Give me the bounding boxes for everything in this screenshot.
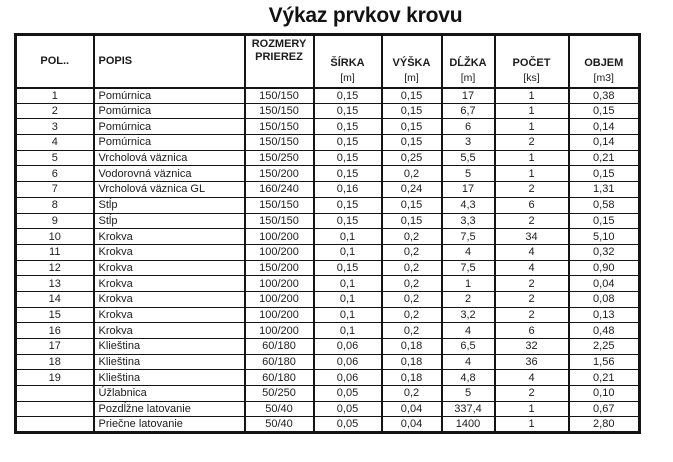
table-cell-pol: 19 [16, 370, 94, 386]
table-cell-vyska: 0,15 [382, 135, 442, 151]
column-header-prierez-line1: ROZMERY [251, 38, 307, 50]
header-cell-vyska [382, 35, 442, 88]
table-cell-popis: Stĺp [94, 213, 245, 229]
table-cell-dlzka: 5 [442, 386, 495, 402]
table-cell-prierez: 150/250 [245, 150, 314, 166]
table-cell-dlzka: 4,8 [442, 370, 495, 386]
table-cell-vyska: 0,15 [382, 103, 442, 119]
table-cell-pocet: 1 [495, 417, 569, 433]
table-cell-pocet: 32 [495, 339, 569, 355]
table-cell-vyska: 0,2 [382, 291, 442, 307]
table-cell-pol: 14 [16, 291, 94, 307]
table-row [16, 182, 640, 198]
table-cell-popis: Krokva [94, 260, 245, 276]
table-row [16, 119, 640, 135]
table-cell-objem: 2,80 [569, 417, 640, 433]
table-cell-pol: 11 [16, 244, 94, 260]
table-cell-pol: 4 [16, 135, 94, 151]
table-cell-sirka: 0,1 [314, 229, 382, 245]
table-cell-pocet: 6 [495, 197, 569, 213]
column-header-objem-unit: [m3] [593, 71, 614, 84]
header-cell-sirka [314, 35, 382, 88]
table-cell-objem: 0,32 [569, 244, 640, 260]
table-cell-prierez: 150/200 [245, 166, 314, 182]
header-cell-objem [569, 35, 640, 88]
table-cell-sirka: 0,06 [314, 354, 382, 370]
table-cell-pocet: 1 [495, 150, 569, 166]
table-cell-objem: 0,04 [569, 276, 640, 292]
table-cell-prierez: 150/150 [245, 135, 314, 151]
table-cell-vyska: 0,2 [382, 229, 442, 245]
table-cell-sirka: 0,15 [314, 88, 382, 104]
column-header-vyska-label: VÝŠKA [392, 56, 431, 69]
table-cell-objem: 0,21 [569, 370, 640, 386]
table-cell-popis: Stĺp [94, 197, 245, 213]
table-cell-vyska: 0,04 [382, 401, 442, 417]
table-cell-dlzka: 337,4 [442, 401, 495, 417]
column-header-pocet-label: POČET [512, 56, 551, 69]
table-cell-prierez: 100/200 [245, 244, 314, 260]
column-header-objem [570, 36, 639, 87]
column-header-prierez-line2: PRIEREZ [255, 51, 303, 63]
table-cell-dlzka: 6,7 [442, 103, 495, 119]
table-row [16, 291, 640, 307]
table-cell-pol [16, 417, 94, 433]
roof-elements-table [14, 33, 641, 434]
column-header-pocet [496, 36, 568, 87]
table-row [16, 260, 640, 276]
table-cell-objem: 5,10 [569, 229, 640, 245]
table-cell-popis: Pomúrnica [94, 103, 245, 119]
table-cell-pol: 5 [16, 150, 94, 166]
column-header-pocet-unit: [ks] [523, 71, 540, 84]
table-cell-vyska: 0,18 [382, 354, 442, 370]
table-cell-vyska: 0,04 [382, 417, 442, 433]
table-cell-vyska: 0,18 [382, 339, 442, 355]
table-cell-vyska: 0,18 [382, 370, 442, 386]
table-cell-popis: Vrcholová väznica [94, 150, 245, 166]
table-cell-prierez: 150/150 [245, 213, 314, 229]
table-cell-pocet: 1 [495, 401, 569, 417]
table-cell-prierez: 100/200 [245, 229, 314, 245]
table-cell-popis: Vodorovná väznica [94, 166, 245, 182]
table-cell-pocet: 1 [495, 103, 569, 119]
table-cell-pol: 16 [16, 323, 94, 339]
table-cell-pocet: 2 [495, 386, 569, 402]
table-cell-pocet: 4 [495, 244, 569, 260]
column-header-sirka-label: ŠÍRKA [330, 56, 365, 69]
table-row [16, 229, 640, 245]
table-cell-pol: 7 [16, 182, 94, 198]
table-cell-sirka: 0,15 [314, 135, 382, 151]
table-cell-prierez: 60/180 [245, 339, 314, 355]
table-cell-popis: Pozdĺžne latovanie [94, 401, 245, 417]
table-cell-vyska: 0,2 [382, 166, 442, 182]
table-row [16, 401, 640, 417]
table-cell-pocet: 2 [495, 135, 569, 151]
table-cell-sirka: 0,1 [314, 323, 382, 339]
table-header-row [16, 35, 640, 88]
table-cell-pocet: 2 [495, 182, 569, 198]
table-cell-prierez: 60/180 [245, 370, 314, 386]
table-cell-dlzka: 7,5 [442, 229, 495, 245]
table-cell-pol: 1 [16, 88, 94, 104]
column-header-dlzka-unit: [m] [460, 71, 476, 84]
table-cell-dlzka: 5 [442, 166, 495, 182]
table-cell-pocet: 4 [495, 260, 569, 276]
table-cell-popis: Klieština [94, 354, 245, 370]
table-row [16, 197, 640, 213]
table-row [16, 323, 640, 339]
table-cell-prierez: 50/40 [245, 401, 314, 417]
table-cell-prierez: 160/240 [245, 182, 314, 198]
table-row [16, 417, 640, 433]
header-cell-pol [16, 35, 94, 88]
table-cell-objem: 0,13 [569, 307, 640, 323]
table-row [16, 276, 640, 292]
table-cell-objem: 0,08 [569, 291, 640, 307]
table-cell-pol: 6 [16, 166, 94, 182]
table-row [16, 166, 640, 182]
table-cell-pol: 12 [16, 260, 94, 276]
table-row [16, 88, 640, 104]
table-cell-vyska: 0,15 [382, 197, 442, 213]
table-cell-dlzka: 1400 [442, 417, 495, 433]
table-cell-popis: Priečne latovanie [94, 417, 245, 433]
table-row [16, 307, 640, 323]
table-cell-sirka: 0,1 [314, 291, 382, 307]
table-cell-sirka: 0,15 [314, 213, 382, 229]
table-cell-sirka: 0,15 [314, 103, 382, 119]
table-cell-pocet: 1 [495, 88, 569, 104]
table-cell-prierez: 100/200 [245, 307, 314, 323]
table-cell-dlzka: 6 [442, 119, 495, 135]
table-cell-objem: 0,38 [569, 88, 640, 104]
table-row [16, 213, 640, 229]
table-cell-popis: Pomúrnica [94, 88, 245, 104]
table-cell-sirka: 0,1 [314, 244, 382, 260]
column-header-pol: POL.. [40, 55, 70, 68]
table-cell-sirka: 0,1 [314, 276, 382, 292]
table-cell-vyska: 0,15 [382, 119, 442, 135]
table-cell-pocet: 1 [495, 119, 569, 135]
table-cell-sirka: 0,15 [314, 166, 382, 182]
table-cell-objem: 1,56 [569, 354, 640, 370]
table-cell-vyska: 0,2 [382, 244, 442, 260]
table-cell-pol: 9 [16, 213, 94, 229]
table-cell-objem: 0,48 [569, 323, 640, 339]
table-cell-popis: Krokva [94, 323, 245, 339]
table-cell-prierez: 150/150 [245, 88, 314, 104]
table-cell-dlzka: 4 [442, 354, 495, 370]
table-cell-dlzka: 3,3 [442, 213, 495, 229]
table-cell-pol: 3 [16, 119, 94, 135]
table-cell-sirka: 0,05 [314, 401, 382, 417]
table-cell-pol: 10 [16, 229, 94, 245]
header-cell-prierez [245, 35, 314, 88]
table-cell-objem: 0,15 [569, 103, 640, 119]
table-cell-pol [16, 386, 94, 402]
table-cell-sirka: 0,06 [314, 370, 382, 386]
table-cell-pol: 2 [16, 103, 94, 119]
table-cell-objem: 0,15 [569, 213, 640, 229]
table-row [16, 150, 640, 166]
table-cell-vyska: 0,2 [382, 276, 442, 292]
table-cell-popis: Pomúrnica [94, 135, 245, 151]
table-cell-pol: 17 [16, 339, 94, 355]
table-cell-popis: Klieština [94, 339, 245, 355]
table-cell-dlzka: 5,5 [442, 150, 495, 166]
table-row [16, 354, 640, 370]
table-cell-prierez: 150/150 [245, 197, 314, 213]
table-body [16, 88, 640, 433]
column-header-sirka-unit: [m] [340, 71, 355, 84]
table-cell-dlzka: 6,5 [442, 339, 495, 355]
table-cell-sirka: 0,15 [314, 150, 382, 166]
table-cell-prierez: 100/200 [245, 323, 314, 339]
table-row [16, 370, 640, 386]
table-cell-popis: Klieština [94, 370, 245, 386]
table-cell-sirka: 0,15 [314, 119, 382, 135]
column-header-objem-label: OBJEM [584, 56, 624, 69]
table-row [16, 386, 640, 402]
table-header [16, 35, 640, 88]
table-cell-prierez: 100/200 [245, 291, 314, 307]
table-cell-pol: 18 [16, 354, 94, 370]
table-cell-dlzka: 7,5 [442, 260, 495, 276]
table-cell-dlzka: 4,3 [442, 197, 495, 213]
table-cell-objem: 0,14 [569, 135, 640, 151]
table-cell-dlzka: 2 [442, 291, 495, 307]
table-cell-dlzka: 3 [442, 135, 495, 151]
table-cell-vyska: 0,2 [382, 386, 442, 402]
column-header-dlzka-label: DĹŽKA [449, 56, 487, 69]
header-cell-pocet [495, 35, 569, 88]
table-cell-pol: 13 [16, 276, 94, 292]
table-cell-popis: Krokva [94, 291, 245, 307]
table-cell-objem: 0,10 [569, 386, 640, 402]
header-cell-dlzka [442, 35, 495, 88]
table-row [16, 103, 640, 119]
table-cell-prierez: 150/200 [245, 260, 314, 276]
table-cell-pocet: 1 [495, 166, 569, 182]
table-cell-dlzka: 1 [442, 276, 495, 292]
table-cell-prierez: 100/200 [245, 276, 314, 292]
table-cell-popis: Krokva [94, 229, 245, 245]
table-cell-sirka: 0,06 [314, 339, 382, 355]
header-cell-popis [94, 35, 245, 88]
table-cell-dlzka: 17 [442, 88, 495, 104]
table-cell-prierez: 150/150 [245, 103, 314, 119]
table-cell-pocet: 2 [495, 276, 569, 292]
table-cell-pol: 15 [16, 307, 94, 323]
table-row [16, 244, 640, 260]
table-cell-vyska: 0,2 [382, 260, 442, 276]
table-cell-objem: 1,31 [569, 182, 640, 198]
page-title: Výkaz prvkov krovu [268, 4, 463, 27]
table-cell-dlzka: 4 [442, 244, 495, 260]
table-cell-vyska: 0,25 [382, 150, 442, 166]
table-cell-popis: Pomúrnica [94, 119, 245, 135]
table-cell-pocet: 2 [495, 307, 569, 323]
table-cell-sirka: 0,05 [314, 386, 382, 402]
table-cell-objem: 0,15 [569, 166, 640, 182]
table-cell-pol [16, 401, 94, 417]
table-cell-prierez: 50/250 [245, 386, 314, 402]
table-cell-prierez: 60/180 [245, 354, 314, 370]
table-cell-vyska: 0,2 [382, 323, 442, 339]
table-cell-vyska: 0,24 [382, 182, 442, 198]
table-cell-popis: Krokva [94, 307, 245, 323]
table-cell-objem: 0,58 [569, 197, 640, 213]
table-cell-popis: Vrcholová väznica GL [94, 182, 245, 198]
table-cell-pocet: 34 [495, 229, 569, 245]
table-cell-popis: Úžlabnica [94, 386, 245, 402]
table-cell-pol: 8 [16, 197, 94, 213]
table-cell-popis: Krokva [94, 244, 245, 260]
table-cell-sirka: 0,16 [314, 182, 382, 198]
table-cell-prierez: 50/40 [245, 417, 314, 433]
column-header-sirka [315, 36, 381, 87]
table-cell-sirka: 0,15 [314, 260, 382, 276]
table-cell-vyska: 0,15 [382, 88, 442, 104]
table-cell-objem: 0,14 [569, 119, 640, 135]
table-cell-dlzka: 4 [442, 323, 495, 339]
column-header-vyska [383, 36, 441, 87]
column-header-popis: POPIS [98, 55, 133, 68]
table-cell-dlzka: 3,2 [442, 307, 495, 323]
column-header-vyska-unit: [m] [404, 71, 419, 84]
table-cell-objem: 0,67 [569, 401, 640, 417]
column-header-prierez [246, 36, 313, 87]
table-cell-vyska: 0,2 [382, 307, 442, 323]
table-row [16, 135, 640, 151]
table-cell-pocet: 36 [495, 354, 569, 370]
table-cell-popis: Krokva [94, 276, 245, 292]
table-cell-sirka: 0,05 [314, 417, 382, 433]
table-cell-objem: 0,90 [569, 260, 640, 276]
table-cell-sirka: 0,15 [314, 197, 382, 213]
table-cell-pocet: 4 [495, 370, 569, 386]
table-cell-pocet: 6 [495, 323, 569, 339]
table-row [16, 339, 640, 355]
table-cell-objem: 0,21 [569, 150, 640, 166]
table-cell-sirka: 0,1 [314, 307, 382, 323]
column-header-dlzka [443, 36, 494, 87]
table-cell-vyska: 0,15 [382, 213, 442, 229]
table-cell-dlzka: 17 [442, 182, 495, 198]
table-cell-pocet: 2 [495, 213, 569, 229]
table-cell-pocet: 2 [495, 291, 569, 307]
table-cell-objem: 2,25 [569, 339, 640, 355]
table-cell-prierez: 150/150 [245, 119, 314, 135]
